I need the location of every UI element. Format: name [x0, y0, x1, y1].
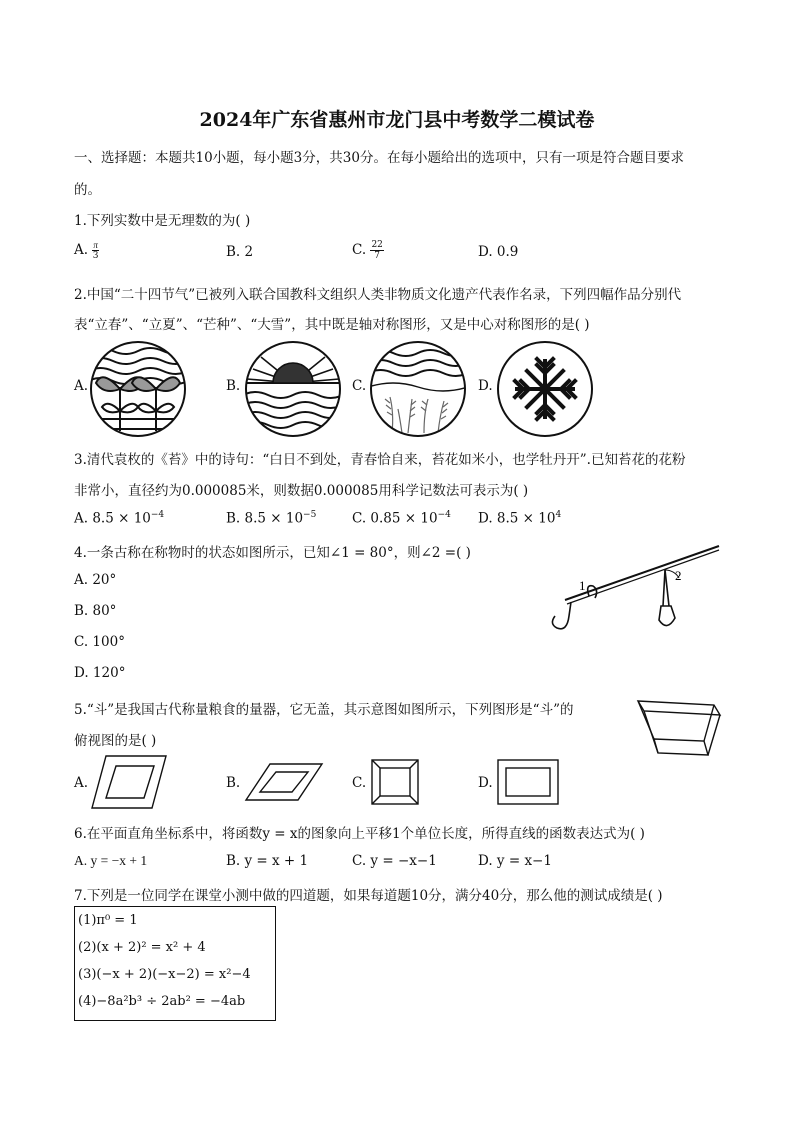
q6-option-b: B. y = x + 1 [226, 853, 309, 869]
q3-option-c: C. $0.85 \times 10^{-4}$ [352, 510, 451, 527]
q3-option-d: D. $8.5 \times 10^4$ [478, 510, 562, 527]
q6-option-c: C. y = −x−1 [352, 853, 437, 869]
q3-option-a: A. $8.5 \times 10^{-4}$ [74, 510, 165, 527]
angle-1-label: 1 [579, 578, 586, 593]
q1-a-fraction: $\frac{\pi}{3}$ [92, 240, 99, 261]
q3-option-b: B. $8.5 \times 10^{-5}$ [226, 510, 317, 527]
q1-stem: 1.下列实数中是无理数的为( ) [74, 213, 251, 229]
q2-option-d-label: D. [478, 378, 493, 394]
q4-stem: 4.一条古称在称物时的状态如图所示，已知∠1 = 80°，则∠2 =( ) [74, 545, 471, 561]
dou-measure-figure [634, 695, 724, 763]
steelyard-figure [545, 540, 725, 645]
q4-option-b: B. 80° [74, 603, 117, 619]
q5-option-c-figure [370, 758, 420, 806]
q2-line1: 2.中国“二十四节气”已被列入联合国教科文组织人类非物质文化遗产代表作名录，下列四幅作品分别代 [74, 287, 682, 303]
q5-option-c-label: C. [352, 775, 367, 791]
section-heading-line1: 一、选择题：本题共10小题，每小题3分，共30分。在每小题给出的选项中，只有一项是符合题目要求 [74, 150, 684, 166]
q6-option-d: D. y = x−1 [478, 853, 552, 869]
q4-option-a: A. 20° [74, 572, 117, 588]
q7-item-1: (1)π⁰ = 1 [78, 913, 138, 928]
q4-option-d: D. 120° [74, 665, 126, 681]
q1-option-b: B. 2 [226, 244, 254, 260]
angle-2-label: 2 [675, 568, 682, 583]
q5-line1: 5.“斗”是我国古代称量粮食的量器，它无盖，其示意图如图所示，下列图形是“斗”的 [74, 702, 574, 718]
q2-option-a-label: A. [74, 378, 89, 394]
q5-option-b-label: B. [226, 775, 241, 791]
lichun-sprout-image [88, 339, 188, 439]
q5-option-a-figure [90, 754, 170, 810]
q7-item-4: (4)−8a²b³ ÷ 2ab² = −4ab [78, 994, 246, 1009]
q7-stem: 7.下列是一位同学在课堂小测中做的四道题，如果每道题10分，满分40分，那么他的测试成绩是( ) [74, 888, 663, 904]
q7-item-3: (3)(−x + 2)(−x−2) = x²−4 [78, 967, 251, 982]
q2-line2: 表“立春”、“立夏”、“芒种”、“大雪”，其中既是轴对称图形，又是中心对称图形的是( ) [74, 317, 590, 333]
q6-stem: 6.在平面直角坐标系中，将函数y = x的图象向上平移1个单位长度，所得直线的函数表达式为( ) [74, 826, 645, 842]
q1-option-c: C. $\frac{22}{7}$ [352, 240, 383, 261]
q1-option-d: D. 0.9 [478, 244, 519, 260]
q5-option-b-figure [244, 762, 324, 802]
q1-c-fraction: $\frac{22}{7}$ [371, 240, 383, 261]
q2-option-b-label: B. [226, 378, 241, 394]
q2-option-c-label: C. [352, 378, 367, 394]
q5-option-d-figure [496, 758, 560, 806]
page-title: 2024年广东省惠州市龙门县中考数学二模试卷 [199, 109, 595, 131]
q3-line1: 3.清代袁枚的《苔》中的诗句：“白日不到处，青春恰自来，苔花如米小，也学牡丹开”.已知苔花的花粉 [74, 452, 686, 468]
q5-option-d-label: D. [478, 775, 493, 791]
q5-line2: 俯视图的是( ) [74, 733, 157, 749]
daxue-snowflake-image [495, 339, 595, 439]
lixia-sun-image [243, 339, 343, 439]
mangzhong-wheat-image [368, 339, 468, 439]
q4-option-c: C. 100° [74, 634, 125, 650]
q6-option-a: A. y = −x + 1 [74, 853, 148, 868]
q5-option-a-label: A. [74, 775, 89, 791]
q1-option-a: A. $\frac{\pi}{3}$ [74, 240, 99, 261]
q7-answer-box [74, 906, 276, 1021]
section-heading-line2: 的。 [74, 182, 101, 198]
q3-line2: 非常小，直径约为0.000085米，则数据0.000085用科学记数法可表示为( ) [74, 483, 529, 499]
q7-item-2: (2)(x + 2)² = x² + 4 [78, 940, 206, 955]
